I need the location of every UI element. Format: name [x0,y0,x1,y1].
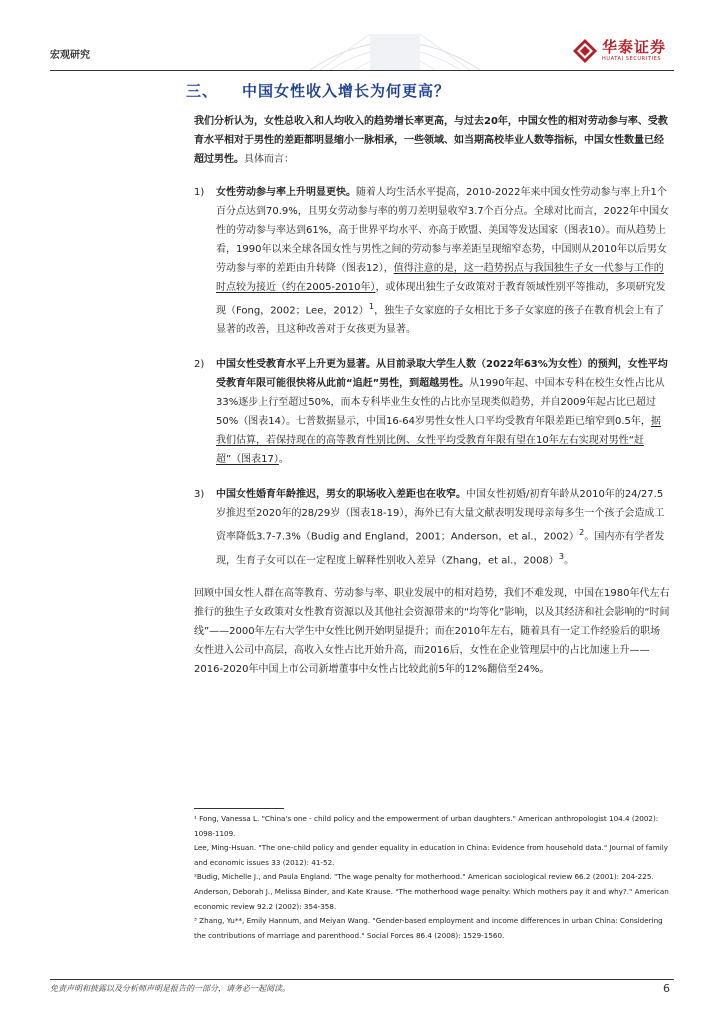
header-decoration [300,24,490,70]
footer-divider [50,979,674,980]
page-number: 6 [663,982,670,995]
footnote: ²Budig, Michelle J., and Paula England. "The wage penalty for motherhood." American sociological review 66.2 (2001): 204-225. [194,872,654,882]
brand-name-en: HUATAI SECURITIES [602,56,662,62]
footnote: ³ Zhang, Yu**, Emily Hannum, and Meiyan Wang. "Gender-based employment and income differences in urban China: Considering the contributions of marriage and parenthood." Social Forces 86.4 (2008): 1529-1560. [194,916,663,940]
main-content [194,112,670,679]
header-tag: 宏观研究 [50,50,90,61]
section-title [186,80,450,101]
conclusion-paragraph: 回顾中国女性人群在高等教育、劳动参与率、职业发展中的相对趋势，我们不难发现，中国在1980年代左右推行的独生子女政策对女性教育资源以及其他社会资源带来的“均等化”影响，以及其经济和社会影响的“时间线”——2000年左右大学生中女性比例开始明显提升；而在2010年左右，随着具有一定工作经验后的职场女性进入公司中高层，高收入女性占比开始升高，而2016后，女性在企业管理层中的占比加速上升——2016-2020年中国上市公司新增董事中女性占比较此前5年的12%翻倍至24%。 [194,587,670,675]
list-item-2-text: 中国女性受教育水平上升更为显著。从目前录取大学生人数（2022年63%为女性）的预判，女性平均受教育年限可能很快将从此前“追赶”男性，到超越男性。从1990年起、中国本专科在校生女性占比从33%逐步上行至超过50%，而本专科毕业生女性的占比亦呈现类似趋势，并自2009年起占比已超过50%（图表14）。七普数据显示，中国16-64岁男性女性人口平均受教育年限差距已缩窄到0.5年，据我们估算，若保持现在的高等教育性别比例、女性平均受教育年限有望在10年左右实现对男性“赶超”（图表17）。 [216,359,668,466]
footer-disclaimer: 免责声明和披露以及分析师声明是报告的一部分，请务必一起阅读。 [50,984,290,993]
section-title-text: 中国女性收入增长为何更高？ [242,82,451,100]
footnote: Anderson, Deborah J., Melissa Binder, and Kate Krause. "The motherhood wage penalty: Which mothers pay it and why?." American economic review 92.2 (2002): 354-358. [194,886,669,911]
brand-logo [572,36,666,66]
footnotes [194,812,672,943]
intro-paragraph: 我们分析认为，女性总收入和人均收入的趋势增长率更高，与过去20年，中国女性的相对劳动参与率、受教育水平相对于男性的差距都明显缩小一脉相承，一些领域、如当期高校毕业人数等指标，中国女性数量已经超过男性。具体而言： [194,116,668,165]
footnote: ¹ Fong, Vanessa L. "China's one - child policy and the empowerment of urban daughters." American anthropologist 104.4 (2002): 1098-1109. [194,814,659,838]
section-number: 三、 [186,82,219,100]
footnote-divider [194,808,284,809]
brand-name-cn: 华泰证券 [602,38,667,56]
list-item-3-text: 中国女性婚育年龄推迟，男女的职场收入差距也在收窄。中国女性初婚/初育年龄从2010年的24/27.5岁推迟至2020年的28/29岁（图表18-19），海外已有大量文献表明发现母亲每多生一个孩子会造成工资率降低3.7-7.3%（Budig and England，2001；Anderson，et al.，2002）$^2$。国内亦有学者发现，生育子女可以在一定程度上解释性别收入差异（Zhang，et al.，2008）$^3$。 [216,489,665,566]
footnote: Lee, Ming-Hsuan. "The one-child policy and gender equality in education in China: Evidence from household data." Journal of family and economic issues 33 (2012): 41-52. [194,843,668,867]
header-divider [50,70,674,71]
list-item-2: 2) 中国女性受教育水平上升更为显著。从目前录取大学生人数（2022年63%为女性）的预判，女性平均受教育年限可能很快将从此前“追赶”男性，到超越男性。从1990年起、中国本专科在校生女性占比从33%逐步上行至超过50%，而本专科毕业生女性的占比亦呈现类似趋势，并自2009年起占比已超过50%（图表14）。七普数据显示，中国16-64岁男性女性人口平均受教育年限差距已缩窄到0.5年，据我们估算，若保持现在的高等教育性别比例、女性平均受教育年限有望在10年左右实现对男性“赶超”（图表17）。 [194,355,670,469]
list-item-1-text: 女性劳动参与率上升明显更快。随着人均生活水平提高，2010-2022年来中国女性劳动参与率上升1个百分点达到70.9%，且男女劳动参与率的剪刀差明显收窄3.7个百分点。全球对比而言，2022年中国女性的劳动参与率达到61%，高于世界平均水平、亦高于欧盟、美国等发达国家（图表10）。而从趋势上看，1990年以来全球各国女性与男性之间的劳动参与率差距呈现缩窄态势，中国则从2010年以后男女劳动参与率的差距由升转降（图表12），值得注意的是，这一趋势拐点与我国独生子女一代参与工作的时点较为接近（约在2005-2010年），或体现出独生子女政策对于教育领域性别平等推动，多项研究发现（Fong，2002；Lee，2012）$^1$，独生子女家庭的子女相比于多子女家庭的孩子在教育机会上有了显著的改善，且这种改善对于女孩更为显著。 [216,187,670,336]
list-item-3: 3) 中国女性婚育年龄推迟，男女的职场收入差距也在收窄。中国女性初婚/初育年龄从2010年的24/27.5岁推迟至2020年的28/29岁（图表18-19），海外已有大量文献表明发现母亲每多生一个孩子会造成工资率降低3.7-7.3%（Budig and England，2001；Anderson，et al.，2002）$^2$。国内亦有学者发现，生育子女可以在一定程度上解释性别收入差异（Zhang，et al.，2008）$^3$。 [194,485,670,570]
huatai-logo-icon [572,38,598,64]
list-item-1: 1) 女性劳动参与率上升明显更快。随着人均生活水平提高，2010-2022年来中国女性劳动参与率上升1个百分点达到70.9%，且男女劳动参与率的剪刀差明显收窄3.7个百分点。全球对比而言，2022年中国女性的劳动参与率达到61%，高于世界平均水平、亦高于欧盟、美国等发达国家（图表10）。而从趋势上看，1990年以来全球各国女性与男性之间的劳动参与率差距呈现缩窄态势，中国则从2010年以后男女劳动参与率的差距由升转降（图表12），值得注意的是，这一趋势拐点与我国独生子女一代参与工作的时点较为接近（约在2005-2010年），或体现出独生子女政策对于教育领域性别平等推动，多项研究发现（Fong，2002；Lee，2012）$^1$，独生子女家庭的子女相比于多子女家庭的孩子在教育机会上有了显著的改善，且这种改善对于女孩更为显著。 [194,183,670,339]
